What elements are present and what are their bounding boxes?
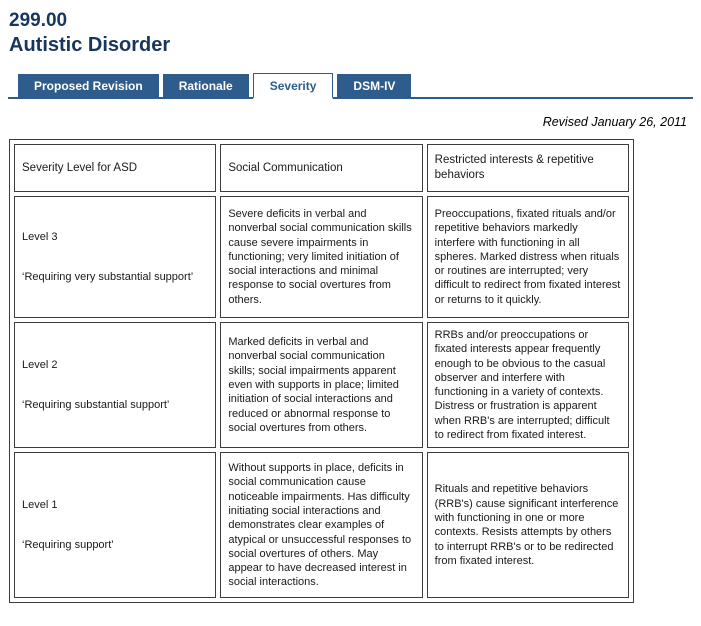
revised-date: Revised January 26, 2011 — [542, 115, 687, 129]
column-header-restricted-interests: Restricted interests & repetitive behaviors — [427, 144, 629, 192]
level-3-cell — [14, 196, 216, 318]
level-1-restricted-interests-cell: Rituals and repetitive behaviors (RRB's) cause significant interference with functioning in one or more contexts. Resists attempts by others to interrupt RRB's or to be redirected from fixated interest. — [427, 452, 629, 598]
level-1-support-label: ‘Requiring support’ — [22, 539, 114, 552]
tab-bar — [8, 73, 693, 99]
diagnosis-code-heading: 299.00 — [9, 10, 68, 31]
tab-rationale[interactable]: Rationale — [163, 74, 249, 97]
level-2-social-communication-cell: Marked deficits in verbal and nonverbal social communication skills; social impairments apparent even with supports in place; limited initiation of social interactions and reduced or abnormal response to social overtures from others. — [220, 322, 422, 448]
level-1-label: Level 1 — [22, 499, 58, 512]
level-1-social-communication-cell: Without supports in place, deficits in social communication cause noticeable impairments. Has difficulty initiating social interactions and demonstrates clear examples of atypical or unsuccessful responses to social overtures of others. May appear to have decreased interest in social interactions. — [220, 452, 422, 598]
level-2-label: Level 2 — [22, 358, 58, 371]
level-2-support-label: ‘Requiring substantial support’ — [22, 399, 170, 412]
tab-dsm-iv[interactable]: DSM-IV — [337, 74, 411, 97]
level-3-restricted-interests-cell: Preoccupations, fixated rituals and/or repetitive behaviors markedly interfere with functioning in all spheres. Marked distress when rituals or routines are interrupted; very difficult to redirect from fixated interest or returns to it quickly. — [427, 196, 629, 318]
table-row-level-1 — [14, 452, 629, 598]
table-row-level-2 — [14, 322, 629, 448]
tab-proposed-revision[interactable]: Proposed Revision — [18, 74, 159, 97]
level-2-restricted-interests-cell: RRBs and/or preoccupations or fixated interests appear frequently enough to be obvious to the casual observer and interfere with functioning in a variety of contexts. Distress or frustration is apparent when RRB's are interrupted; difficult to redirect from fixated interest. — [427, 322, 629, 448]
level-3-social-communication-cell: Severe deficits in verbal and nonverbal social communication skills cause severe impairments in functioning; very limited initiation of social interactions and minimal response to social overtures from others. — [220, 196, 422, 318]
severity-table — [9, 139, 634, 603]
table-header-row — [14, 144, 629, 192]
diagnosis-title-heading: Autistic Disorder — [9, 34, 171, 56]
column-header-severity-level: Severity Level for ASD — [14, 144, 216, 192]
table-row-level-3 — [14, 196, 629, 318]
level-3-label: Level 3 — [22, 230, 58, 243]
tab-severity[interactable]: Severity — [253, 73, 334, 99]
level-1-cell — [14, 452, 216, 598]
level-2-cell — [14, 322, 216, 448]
column-header-social-communication: Social Communication — [220, 144, 422, 192]
level-3-support-label: ‘Requiring very substantial support’ — [22, 271, 194, 283]
